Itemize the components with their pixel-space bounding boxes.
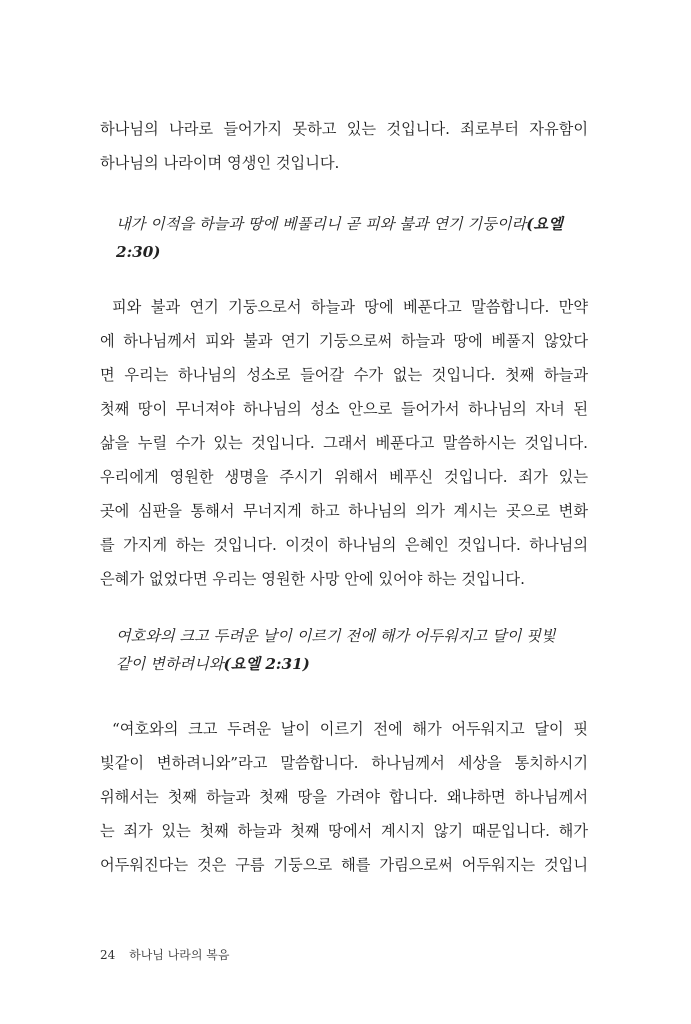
paragraph-line: 위해서는 첫째 하늘과 첫째 땅을 가려야 합니다. 왜냐하면 하나님께서 bbox=[100, 788, 588, 806]
running-title: 하나님 나라의 복음 bbox=[129, 948, 230, 962]
page-number: 24 bbox=[100, 948, 116, 962]
paragraph-line: “여호와의 크고 두려운 날이 이르기 전에 해가 어두워지고 달이 핏 bbox=[112, 720, 588, 738]
paragraph-line: 면 우리는 하나님의 성소로 들어갈 수가 없는 것입니다. 첫째 하늘과 bbox=[100, 366, 588, 384]
paragraph-line: 피와 불과 연기 기둥으로서 하늘과 땅에 베푼다고 말씀합니다. 만약 bbox=[112, 298, 588, 316]
paragraph-line: 우리에게 영원한 생명을 주시기 위해서 베푸신 것입니다. 죄가 있는 bbox=[100, 468, 588, 486]
page-footer bbox=[100, 946, 229, 963]
paragraph-line: 를 가지게 하는 것입니다. 이것이 하나님의 은혜인 것입니다. 하나님의 bbox=[100, 536, 588, 554]
paragraph-line: 하나님의 나라이며 영생인 것입니다. bbox=[100, 154, 340, 172]
paragraph-line: 어두워진다는 것은 구름 기둥으로 해를 가림으로써 어두워지는 것입니 bbox=[100, 856, 588, 874]
quote-line: 여호와의 크고 두려운 날이 이르기 전에 해가 어두워지고 달이 핏빛 bbox=[116, 627, 556, 645]
quote-line bbox=[116, 210, 572, 238]
paragraph-line: 하나님의 나라로 들어가지 못하고 있는 것입니다. 죄로부터 자유함이 bbox=[100, 120, 588, 138]
quote-text: 내가 이적을 하늘과 땅에 베풀리니 곧 피와 불과 연기 기둥이라 bbox=[116, 215, 527, 233]
paragraph-line: 빛같이 변하려니와”라고 말씀합니다. 하나님께서 세상을 통치하시기 bbox=[100, 754, 588, 772]
scripture-quote-1 bbox=[116, 210, 572, 266]
quote-line bbox=[116, 238, 572, 266]
scripture-quote-2 bbox=[116, 622, 572, 678]
scripture-reference: (요엘 bbox=[526, 215, 563, 233]
scripture-reference: 2:30) bbox=[116, 243, 161, 261]
paragraph-2 bbox=[100, 290, 588, 596]
paragraph-line: 삶을 누릴 수가 있는 것입니다. 그래서 베푼다고 말씀하시는 것입니다. bbox=[100, 434, 588, 452]
paragraph-line: 곳에 심판을 통해서 무너지게 하고 하나님의 의가 계시는 곳으로 변화 bbox=[100, 502, 588, 520]
paragraph-line: 는 죄가 있는 첫째 하늘과 첫째 땅에서 계시지 않기 때문입니다. 해가 bbox=[100, 822, 588, 840]
paragraph-1 bbox=[100, 112, 588, 180]
scripture-reference: (요엘 2:31) bbox=[223, 655, 310, 673]
quote-line bbox=[116, 650, 572, 678]
paragraph-line: 은혜가 없었다면 우리는 영원한 사망 안에 있어야 하는 것입니다. bbox=[100, 570, 525, 588]
paragraph-line: 에 하나님께서 피와 불과 연기 기둥으로써 하늘과 땅에 베풀지 않았다 bbox=[100, 332, 588, 350]
paragraph-3 bbox=[100, 712, 588, 882]
paragraph-line: 첫째 땅이 무너져야 하나님의 성소 안으로 들어가서 하나님의 자녀 된 bbox=[100, 400, 588, 418]
quote-text: 같이 변하려니와 bbox=[116, 655, 224, 673]
